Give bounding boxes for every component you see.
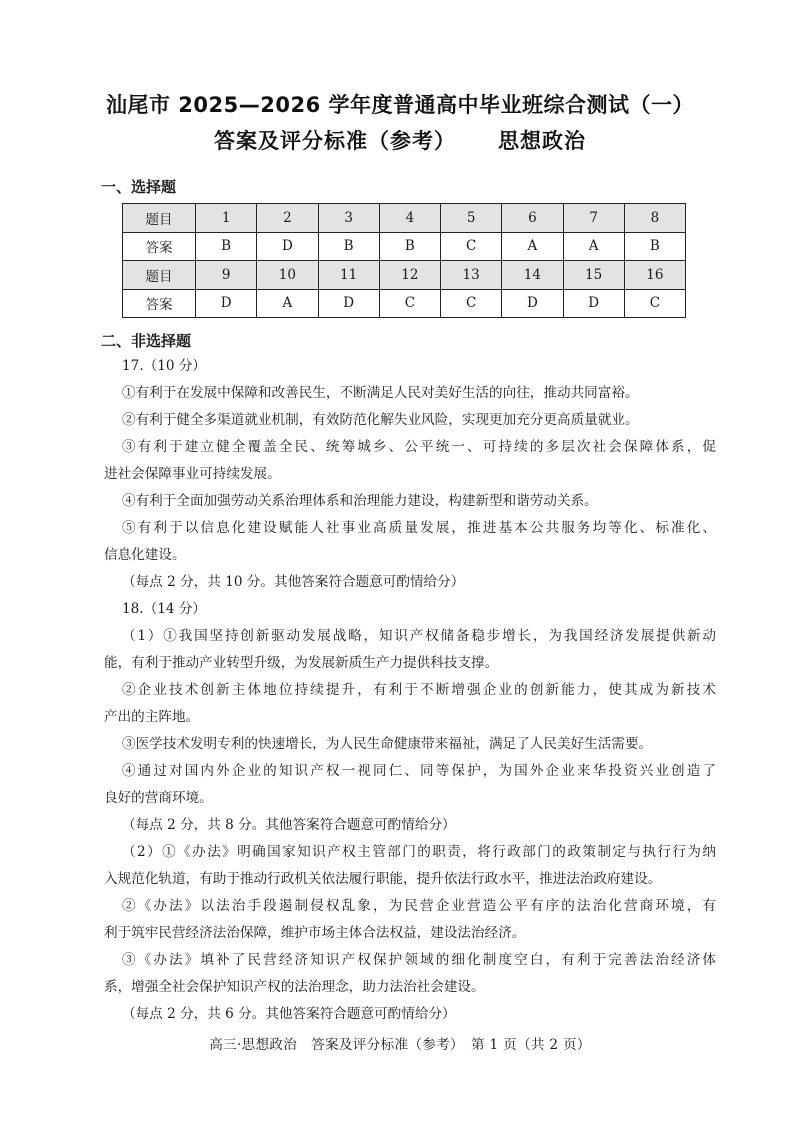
answer-line: ③有利于建立健全覆盖全民、统筹城乡、公平统一、可持续的多层次社会保障体系，促 bbox=[122, 439, 716, 455]
row-label: 题目 bbox=[123, 204, 196, 233]
table-cell: C bbox=[379, 289, 440, 318]
answer-table bbox=[122, 203, 686, 318]
answer-line: （1）①我国坚持创新驱动发展战略，知识产权储备稳步增长，为我国经济发展提供新动 bbox=[122, 628, 716, 644]
table-cell: 16 bbox=[624, 261, 685, 290]
table-cell: 4 bbox=[379, 204, 440, 233]
table-cell: 1 bbox=[196, 204, 257, 233]
table-cell: A bbox=[563, 232, 624, 261]
answer-line: ④通过对国内外企业的知识产权一视同仁、同等保护，为国外企业来华投资兴业创造了 bbox=[122, 763, 716, 779]
answer-line: ②有利于健全多渠道就业机制，有效防范化解失业风险，实现更加充分更高质量就业。 bbox=[122, 412, 639, 428]
scoring-note: （每点 2 分，共 6 分。其他答案符合题意可酌情给分） bbox=[122, 1006, 456, 1022]
table-cell: A bbox=[502, 232, 563, 261]
row-label: 答案 bbox=[123, 289, 196, 318]
row-label: 答案 bbox=[123, 232, 196, 261]
row-label: 题目 bbox=[123, 261, 196, 290]
table-cell: B bbox=[379, 232, 440, 261]
answer-line: ⑤有利于以信息化建设赋能人社事业高质量发展，推进基本公共服务均等化、标准化、 bbox=[122, 520, 716, 536]
section-heading-choice: 一、选择题 bbox=[101, 178, 177, 196]
table-cell: 15 bbox=[563, 261, 624, 290]
subtitle-answer-key: 答案及评分标准（参考） bbox=[214, 129, 456, 153]
answer-line: 利于筑牢民营经济法治保障，维护市场主体合法权益，建设法治经济。 bbox=[104, 925, 526, 941]
answer-line: 信息化建设。 bbox=[104, 547, 186, 563]
table-cell: 3 bbox=[318, 204, 379, 233]
table-cell: 7 bbox=[563, 204, 624, 233]
table-cell: 14 bbox=[502, 261, 563, 290]
table-cell: 10 bbox=[257, 261, 318, 290]
table-cell: D bbox=[257, 232, 318, 261]
table-cell: B bbox=[196, 232, 257, 261]
answer-line: ①有利于在发展中保障和改善民生，不断满足人民对美好生活的向往，推动共同富裕。 bbox=[122, 385, 639, 401]
answer-line: 入规范化轨道，有助于推动行政机关依法履行职能，提升依法行政水平，推进法治政府建设。 bbox=[104, 871, 662, 887]
answer-line: ③《办法》填补了民营经济知识产权保护领域的细化制度空白，有利于完善法治经济体 bbox=[122, 952, 716, 968]
page-footer: 高三·思想政治 答案及评分标准（参考） 第 1 页（共 2 页） bbox=[209, 1037, 591, 1053]
table-cell: A bbox=[257, 289, 318, 318]
table-cell: 8 bbox=[624, 204, 685, 233]
answer-line: （2）①《办法》明确国家知识产权主管部门的职责，将行政部门的政策制定与执行行为纳 bbox=[122, 844, 716, 860]
table-cell: C bbox=[441, 232, 502, 261]
answer-line: 进社会保障事业可持续发展。 bbox=[104, 466, 281, 482]
table-row bbox=[123, 289, 686, 318]
table-cell: 9 bbox=[196, 261, 257, 290]
table-cell: C bbox=[624, 289, 685, 318]
answer-line: ③医学技术发明专利的快速增长，为人民生命健康带来福祉，满足了人民美好生活需要。 bbox=[122, 736, 653, 752]
table-cell: 5 bbox=[441, 204, 502, 233]
question-number: 17.（10 分） bbox=[122, 358, 207, 374]
table-cell: B bbox=[318, 232, 379, 261]
answer-line: ②《办法》以法治手段遏制侵权乱象，为民营企业营造公平有序的法治化营商环境，有 bbox=[122, 898, 716, 914]
subtitle-subject: 思想政治 bbox=[498, 129, 586, 153]
table-cell: D bbox=[502, 289, 563, 318]
table-cell: D bbox=[563, 289, 624, 318]
answer-line: 系，增强全社会保护知识产权的法治理念，助力法治社会建设。 bbox=[104, 979, 485, 995]
scoring-note: （每点 2 分，共 10 分。其他答案符合题意可酌情给分） bbox=[122, 574, 465, 590]
answer-line: ②企业技术创新主体地位持续提升，有利于不断增强企业的创新能力，使其成为新技术 bbox=[122, 682, 716, 698]
table-row bbox=[123, 204, 686, 233]
table-cell: B bbox=[624, 232, 685, 261]
answer-line: 能，有利于推动产业转型升级，为发展新质生产力提供科技支撑。 bbox=[104, 655, 499, 671]
table-cell: D bbox=[196, 289, 257, 318]
answer-line: 产出的主阵地。 bbox=[104, 709, 200, 725]
table-cell: C bbox=[441, 289, 502, 318]
section-heading-nonchoice: 二、非选择题 bbox=[101, 332, 192, 350]
document-title: 汕尾市 2025—2026 学年度普通高中毕业班综合测试（一） bbox=[105, 93, 694, 117]
table-cell: 6 bbox=[502, 204, 563, 233]
table-cell: 12 bbox=[379, 261, 440, 290]
document-subtitle bbox=[0, 125, 800, 155]
table-cell: 11 bbox=[318, 261, 379, 290]
table-cell: 13 bbox=[441, 261, 502, 290]
table-cell: D bbox=[318, 289, 379, 318]
answer-line: ④有利于全面加强劳动关系治理体系和治理能力建设，构建新型和谐劳动关系。 bbox=[122, 493, 598, 509]
question-number: 18.（14 分） bbox=[122, 601, 207, 617]
scoring-note: （每点 2 分，共 8 分。其他答案符合题意可酌情给分） bbox=[122, 817, 456, 833]
table-row bbox=[123, 232, 686, 261]
answer-line: 良好的营商环境。 bbox=[104, 790, 213, 806]
table-cell: 2 bbox=[257, 204, 318, 233]
table-row bbox=[123, 261, 686, 290]
